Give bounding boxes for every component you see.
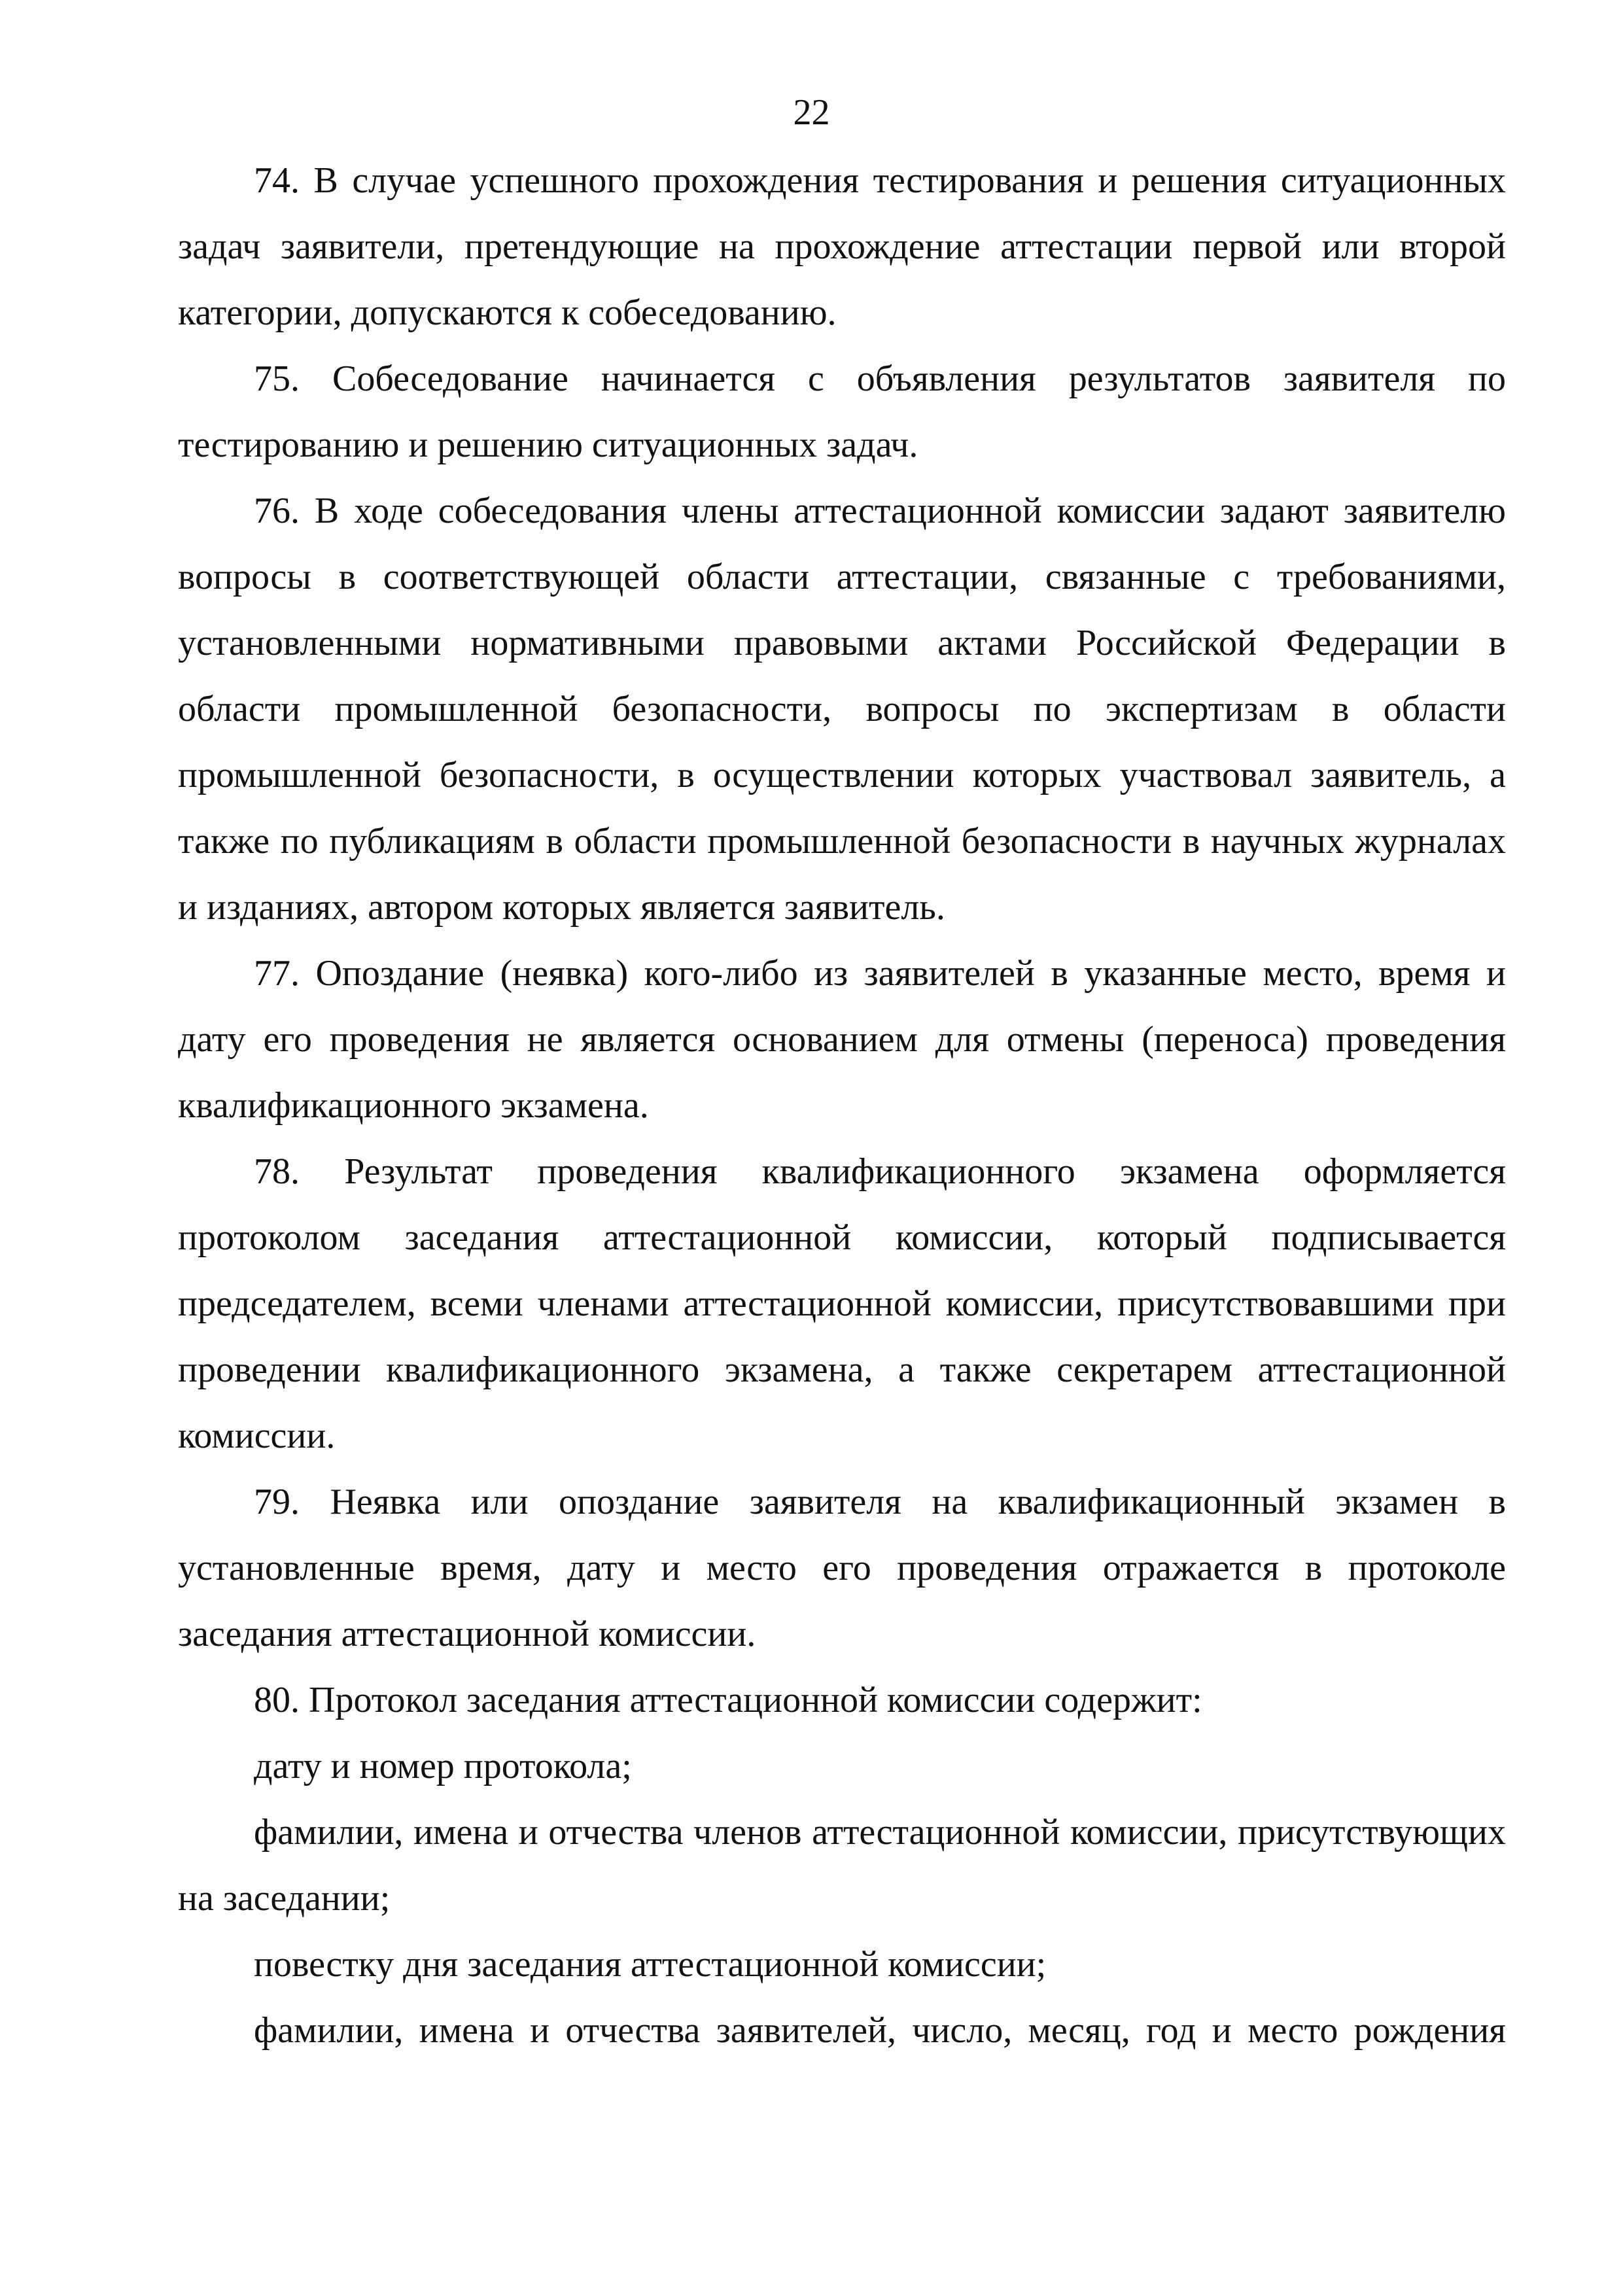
paragraph-74: 74. В случае успешного прохождения тестирования и решения ситуационных задач заявители, претендующие на прохождение аттестации первой или второй категории, допускаются к собеседованию.	[178, 160, 1506, 333]
paragraph-79: 79. Неявка или опоздание заявителя на квалификационный экзамен в установленные время, дату и место его проведения отражается в протоколе заседания аттестационной комиссии.	[178, 1482, 1506, 1654]
paragraph-75: 75. Собеседование начинается с объявления результатов заявителя по тестированию и решению ситуационных задач.	[178, 358, 1506, 465]
list-item-commission-members: фамилии, имена и отчества членов аттестационной комиссии, присутствующих на заседании;	[178, 1812, 1506, 1919]
paragraph-77: 77. Опоздание (неявка) кого-либо из заявителей в указанные место, время и дату его проведения не является основанием для отмены (переноса) проведения квалификационного экзамена.	[178, 953, 1506, 1126]
list-item-agenda: повестку дня заседания аттестационной комиссии;	[254, 1944, 1047, 1985]
paragraph-76: 76. В ходе собеседования члены аттестационной комиссии задают заявителю вопросы в соответствующей области аттестации, связанные с требованиями, установленными нормативными правовыми актами Российской Федерации в области промышленной безопасности, вопросы по экспертизам в области промышленной безопасности, в осуществлении которых участвовал заявитель, а также по публикациям в области промышленной безопасности в научных журналах и изданиях, автором которых является заявитель.	[178, 491, 1506, 928]
paragraph-78: 78. Результат проведения квалификационного экзамена оформляется протоколом заседания аттестационной комиссии, который подписывается председателем, всеми членами аттестационной комиссии, присутствовавшими при проведении квалификационного экзамена, а также секретарем аттестационной комиссии.	[178, 1151, 1506, 1456]
paragraph-80: 80. Протокол заседания аттестационной комиссии содержит:	[254, 1680, 1202, 1720]
list-item-applicants: фамилии, имена и отчества заявителей, число, месяц, год и место рождения	[254, 2010, 1506, 2051]
list-item-protocol-date: дату и номер протокола;	[254, 1746, 632, 1786]
document-body	[178, 148, 1506, 2064]
page-number: 22	[793, 92, 830, 133]
